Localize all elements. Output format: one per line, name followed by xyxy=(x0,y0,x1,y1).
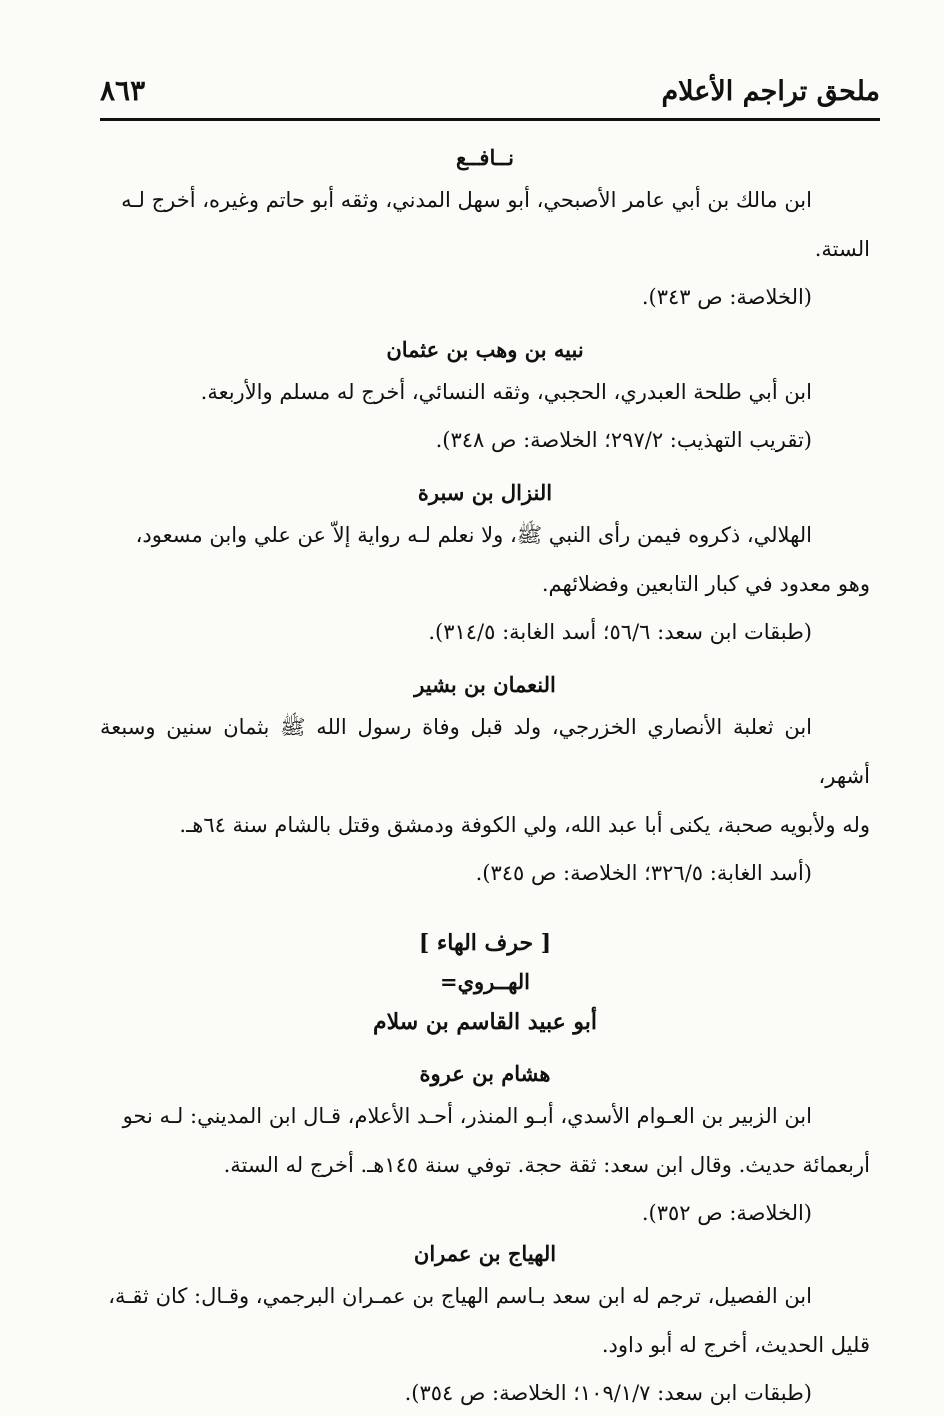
entry-body xyxy=(100,1272,870,1370)
entry-source: (الخلاصة: ص ٣٥٢). xyxy=(641,1201,812,1225)
page-number: ٨٦٣ xyxy=(100,74,146,107)
entry-line: ابن مالك بن أبي عامر الأصبحي، أبو سهل المدني، وثقه أبو حاتم وغيره، أخرج لـه xyxy=(121,188,812,212)
entry-source: (تقريب التهذيب: ٢٩٧/٢؛ الخلاصة: ص ٣٤٨). xyxy=(435,428,812,452)
entry-hayyaj xyxy=(100,1236,870,1416)
entry-body xyxy=(100,368,870,417)
header-rule xyxy=(100,118,880,121)
entry-title: هشام بن عروة xyxy=(419,1061,551,1086)
header-title: ملحق تراجم الأعلام xyxy=(661,76,880,107)
entry-source: (طبقات ابن سعد: ٥٦/٦؛ أسد الغابة: ٣١٤/٥). xyxy=(428,620,812,644)
entry-source: (طبقات ابن سعد: ١٠٩/١/٧؛ الخلاصة: ص ٣٥٤). xyxy=(404,1381,812,1405)
entry-body xyxy=(100,703,870,850)
entry-title: نــافــع xyxy=(455,145,515,170)
entry-nafi xyxy=(100,140,870,320)
entry-nazzal xyxy=(100,475,870,655)
entry-body xyxy=(100,1092,870,1190)
entry-body xyxy=(100,511,870,609)
entry-nubayh xyxy=(100,332,870,463)
content-body xyxy=(100,140,870,1416)
entry-hisham xyxy=(100,1056,870,1236)
entry-line: ابن الزبير بن العـوام الأسدي، أبـو المنذر، أحـد الأعلام، قـال ابن المديني: لـه نحو xyxy=(122,1104,812,1128)
entry-line: الستة. xyxy=(814,237,870,261)
entry-line: وهو معدود في كبار التابعين وفضلائهم. xyxy=(541,572,870,596)
entry-source: (الخلاصة: ص ٣٤٣). xyxy=(641,285,812,309)
entry-title: النعمان بن بشير xyxy=(414,672,556,697)
entry-title: الهياج بن عمران xyxy=(413,1241,557,1266)
entry-line: الهلالي، ذكروه فيمن رأى النبي ﷺ، ولا نعلم لـه رواية إلاّ عن علي وابن مسعود، xyxy=(135,523,812,547)
entry-line: أربعمائة حديث. وقال ابن سعد: ثقة حجة. توفي سنة ١٤٥هـ. أخرج له الستة. xyxy=(223,1153,870,1177)
entry-line: وله ولأبويه صحبة، يكنى أبا عبد الله، ولي الكوفة ودمشق وقتل بالشام سنة ٦٤هـ. xyxy=(179,813,870,837)
entry-source: (أسد الغابة: ٣٢٦/٥؛ الخلاصة: ص ٣٤٥). xyxy=(475,861,812,885)
entry-title: نبيه بن وهب بن عثمان xyxy=(386,337,584,362)
entry-title: النزال بن سبرة xyxy=(417,480,553,505)
entry-body xyxy=(100,176,870,274)
crossref-word: الهــروي= xyxy=(440,969,530,994)
entry-line: ابن الفصيل، ترجم له ابن سعد بـاسم الهياج بن عمـران البرجمي، وقـال: كان ثقـة، xyxy=(108,1284,812,1308)
entry-line: قليل الحديث، أخرج له أبو داود. xyxy=(601,1333,870,1357)
entry-numan xyxy=(100,667,870,896)
crossref-target: أبو عبيد القاسم بن سلام xyxy=(373,1009,597,1035)
page-header xyxy=(100,72,880,116)
entry-line: ابن ثعلبة الأنصاري الخزرجي، ولد قبل وفاة رسول الله ﷺ بثمان سنين وسبعة أشهر، xyxy=(100,715,870,788)
section-heading: [ حرف الهاء ] xyxy=(418,930,552,956)
entry-line: ابن أبي طلحة العبدري، الحجبي، وثقه النسائي، أخرج له مسلم والأربعة. xyxy=(200,380,812,404)
